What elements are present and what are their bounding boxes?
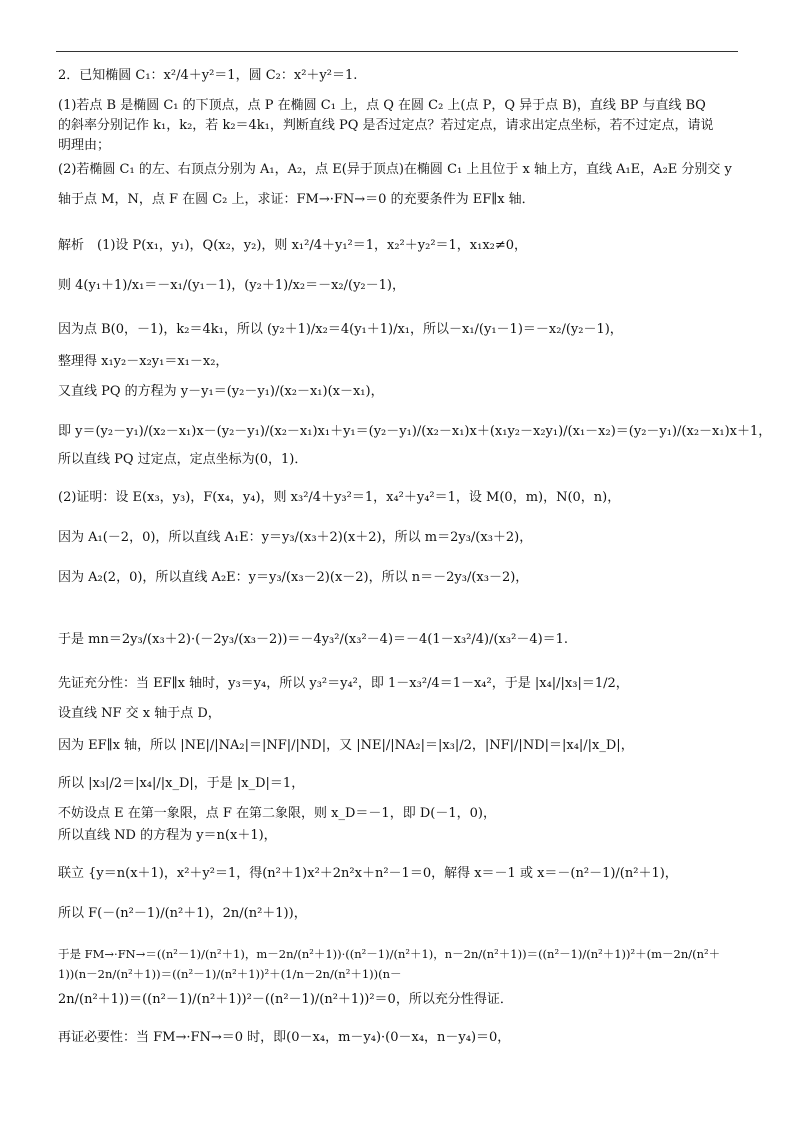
problem-part1: (1)若点 B 是椭圆 C₁ 的下顶点，点 P 在椭圆 C₁ 上，点 Q 在圆 C₂ 上(点 P，Q 异于点 B)，直线 BP 与直线 BQ 的斜率分别记作 k₁，k₂，若 k₂＝4k₁，判断直线 PQ 是否过定点？若过定点，请求出定点坐标，若不过定点，请说明理由；: [58, 98, 714, 153]
solution-line-19: 所以 F(－(n²－1)/(n²＋1)，2n/(n²＋1))，: [58, 906, 307, 921]
solution-line-16: 不妨设点 E 在第一象限，点 F 在第二象限，则 x_D＝－1，即 D(－1，0)，: [58, 806, 496, 821]
problem-part2-line2: 轴于点 M，N，点 F 在圆 C₂ 上，求证：FM→·FN→＝0 的充要条件为 EF∥x 轴．: [58, 192, 535, 207]
solution-line-20: 于是 FM→·FN→＝((n²－1)/(n²＋1)，m－2n/(n²＋1))·((n²－1)/(n²＋1)，n－2n/(n²＋1))＝((n²－1)/(n²＋1))²＋(m－2n/(n²＋1))(n－2n/(n²＋1))＝((n²－1)/(n²＋1))²＋(1/n－2n/(n²＋1))(n－: [58, 947, 721, 981]
solution-line-17: 所以直线 ND 的方程为 y＝n(x＋1)，: [58, 828, 277, 843]
solution-line-15: 所以 |x₃|/2＝|x₄|/|x_D|，于是 |x_D|＝1，: [58, 776, 305, 791]
solution-line-8: (2)证明：设 E(x₃，y₃)，F(x₄，y₄)，则 x₃²/4＋y₃²＝1，x₄²＋y₄²＝1，设 M(0，m)，N(0，n)，: [58, 490, 621, 505]
header-rule: [56, 51, 738, 52]
solution-line-6: 即 y＝(y₂－y₁)/(x₂－x₁)x－(y₂－y₁)/(x₂－x₁)x₁＋y₁＝(y₂－y₁)/(x₂－x₁)x＋(x₁y₂－x₂y₁)/(x₁－x₂)＝(y₂－y₁)/(x₂－x₁)x＋1，: [58, 424, 772, 439]
solution-line-22: 再证必要性：当 FM→·FN→＝0 时，即(0－x₄，m－y₄)·(0－x₄，n－y₄)＝0，: [58, 1030, 511, 1045]
solution-line-3: 因为点 B(0，－1)，k₂＝4k₁，所以 (y₂＋1)/x₂＝4(y₁＋1)/x₁，所以－x₁/(y₁－1)＝－x₂/(y₂－1)，: [58, 322, 623, 337]
solution-line-7: 所以直线 PQ 过定点，定点坐标为(0，1)．: [58, 452, 308, 467]
solution-line-12: 先证充分性：当 EF∥x 轴时，y₃＝y₄，所以 y₃²＝y₄²，即 1－x₃²/4＝1－x₄²，于是 |x₄|/|x₃|＝1/2，: [58, 676, 629, 691]
problem-title: 2．已知椭圆 C₁：x²/4＋y²＝1，圆 C₂：x²＋y²＝1.: [58, 68, 358, 83]
solution-line-11: 于是 mn＝2y₃/(x₃＋2)·(－2y₃/(x₃－2))＝－4y₃²/(x₃²－4)＝－4(1－x₃²/4)/(x₃²－4)＝1.: [58, 632, 569, 647]
solution-line-13: 设直线 NF 交 x 轴于点 D，: [58, 706, 221, 721]
solution-line-10: 因为 A₂(2，0)，所以直线 A₂E：y＝y₃/(x₃－2)(x－2)，所以 n＝－2y₃/(x₃－2)，: [58, 570, 529, 585]
solution-line-5: 又直线 PQ 的方程为 y－y₁＝(y₂－y₁)/(x₂－x₁)(x－x₁)，: [58, 384, 384, 399]
solution-line-21: 2n/(n²＋1))＝((n²－1)/(n²＋1))²－((n²－1)/(n²＋1))²＝0，所以充分性得证．: [58, 992, 513, 1007]
solution-line-14: 因为 EF∥x 轴，所以 |NE|/|NA₂|＝|NF|/|ND|，又 |NE|/|NA₂|＝|x₃|/2，|NF|/|ND|＝|x₄|/|x_D|，: [58, 738, 634, 753]
solution-line-2: 则 4(y₁＋1)/x₁＝－x₁/(y₁－1)，(y₂＋1)/x₂＝－x₂/(y₂－1)，: [58, 278, 405, 293]
solution-line-9: 因为 A₁(－2，0)，所以直线 A₁E：y＝y₃/(x₃＋2)(x＋2)，所以 m＝2y₃/(x₃＋2)，: [58, 530, 533, 545]
solution-line-1: 解析 (1)设 P(x₁，y₁)，Q(x₂，y₂)，则 x₁²/4＋y₁²＝1，x₂²＋y₂²＝1，x₁x₂≠0，: [58, 238, 528, 253]
solution-line-18: 联立 {y＝n(x＋1)，x²＋y²＝1，得(n²＋1)x²＋2n²x＋n²－1＝0，解得 x＝－1 或 x＝－(n²－1)/(n²＋1)，: [58, 866, 678, 881]
solution-line-4: 整理得 x₁y₂－x₂y₁＝x₁－x₂，: [58, 354, 229, 369]
problem-part2-line1: (2)若椭圆 C₁ 的左、右顶点分别为 A₁，A₂，点 E(异于顶点)在椭圆 C₁ 上且位于 x 轴上方，直线 A₁E，A₂E 分别交 y: [58, 162, 732, 177]
